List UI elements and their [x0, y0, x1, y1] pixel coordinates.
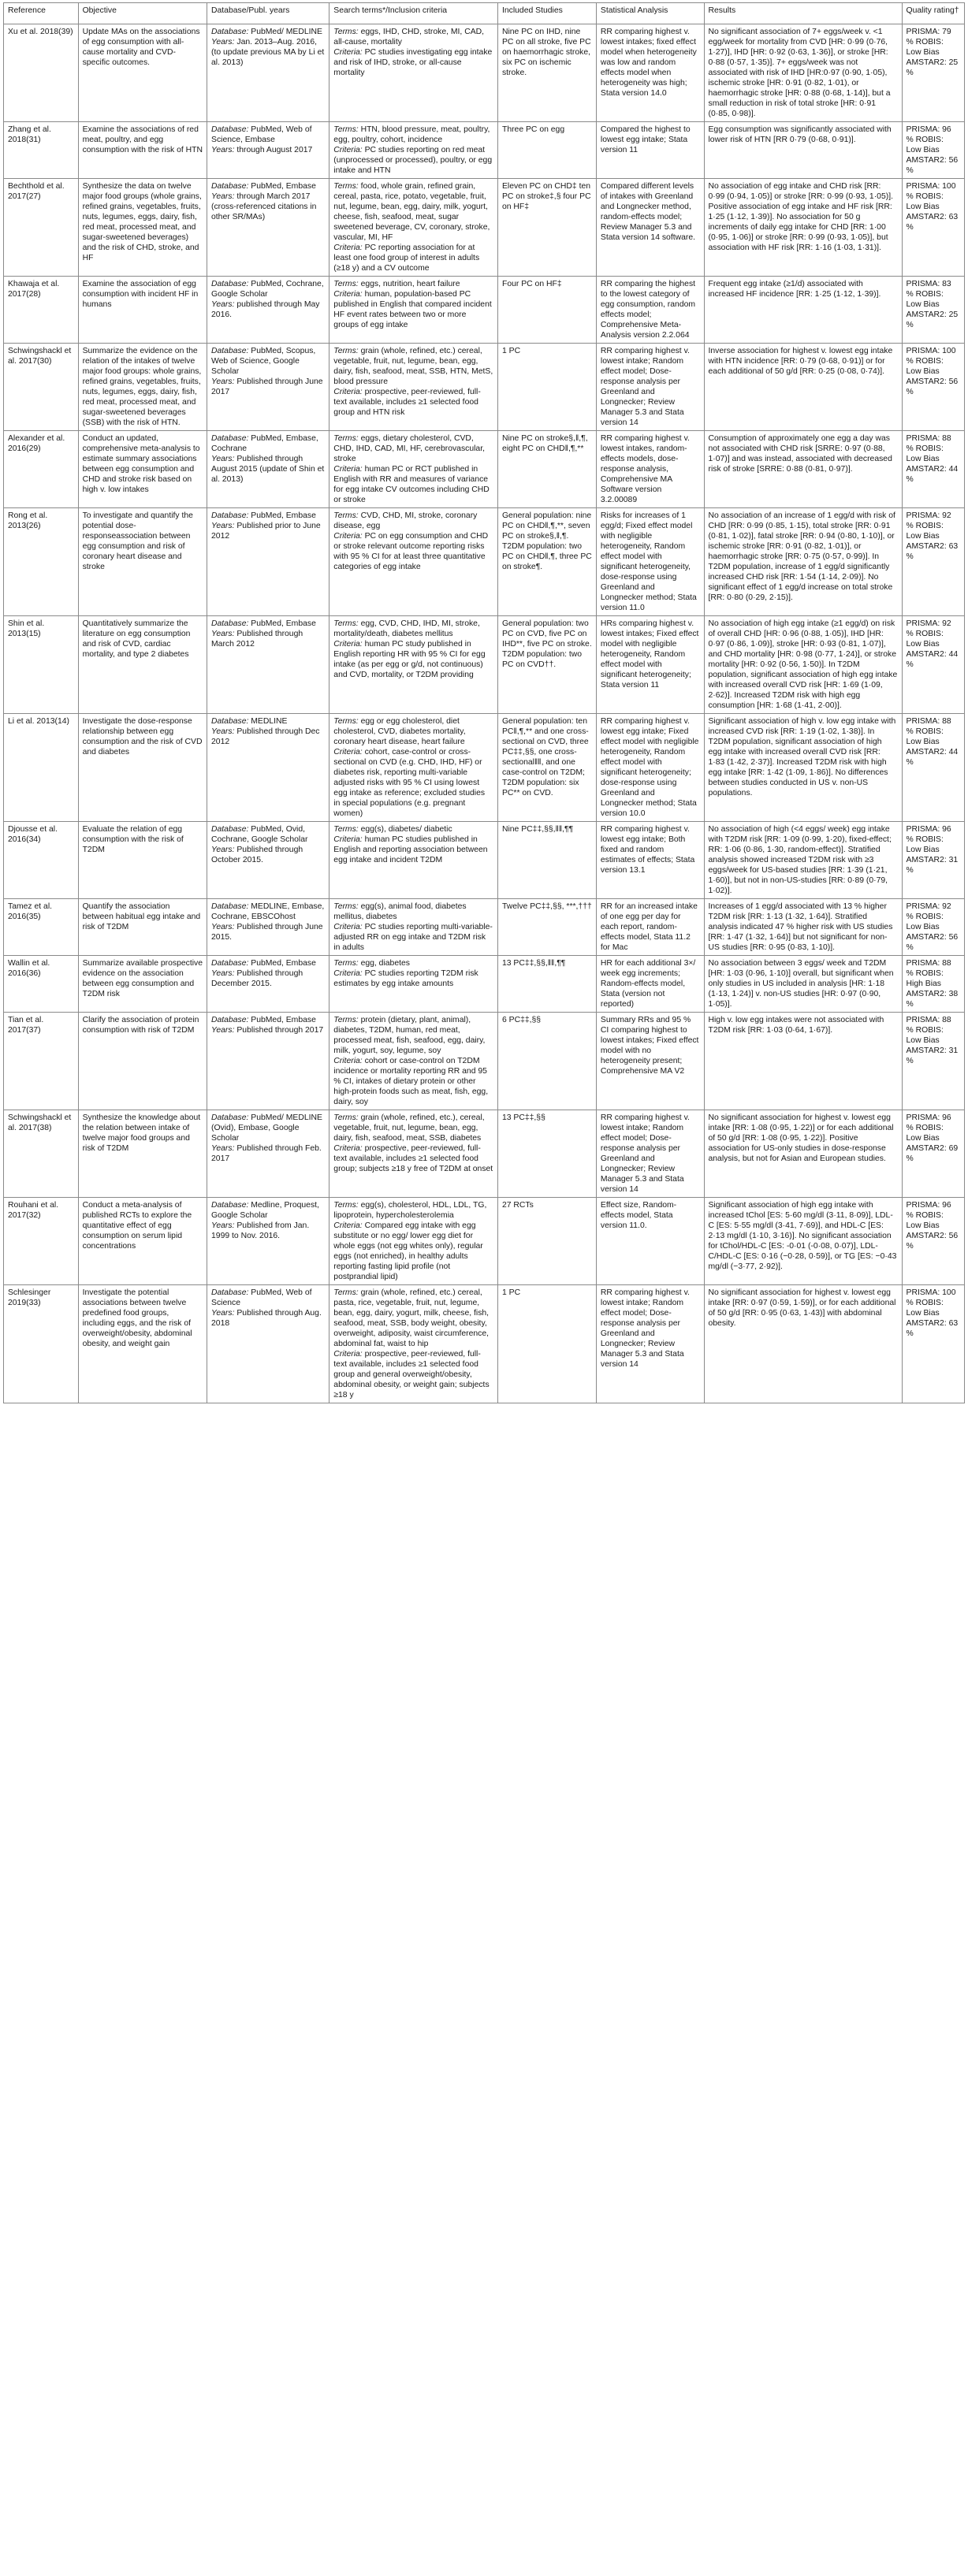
- cell-statistical-analysis: Compared different levels of intakes with Greenland and Longnecker method, random-effects model; Review Manager 5.3 and Stata version 14 software.: [596, 179, 704, 277]
- years-value: published through May 2016.: [211, 300, 320, 319]
- cell-included-studies: Nine PC on stroke§,‖,¶, eight PC on CHD‖,¶,**: [497, 431, 596, 508]
- cell-quality-rating: PRISMA: 92 % ROBIS: Low Bias AMSTAR2: 44 %: [902, 616, 964, 714]
- criteria-value: prospective, peer-reviewed, full-text available, includes ≥1 selected food group; subjects ≥18 y free of T2DM at onset: [333, 1144, 493, 1173]
- cell-quality-rating: PRISMA: 96 % ROBIS: Low Bias AMSTAR2: 56 %: [902, 1198, 964, 1285]
- cell-objective: Summarize available prospective evidence on the association between egg consumption and T2DM risk: [78, 956, 207, 1013]
- cell-database: [207, 899, 329, 956]
- criteria-label: Criteria:: [333, 48, 363, 57]
- terms-value: grain (whole, refined, etc.) cereal, pasta, rice, vegetable, fruit, nut, legume, bean, egg, dairy, yogurt, milk, cheese, fish, seafood, meat, SSB, body weight, obesity, overweight, adiposity, waist circumference, abdominal fat, waist to hip: [333, 1288, 490, 1348]
- terms-label: Terms:: [333, 959, 359, 968]
- cell-quality-rating: PRISMA: 88 % ROBIS: Low Bias AMSTAR2: 31 %: [902, 1013, 964, 1110]
- criteria-value: PC studies reporting multi-variable-adjusted RR on egg intake and T2DM risk in adults: [333, 923, 493, 952]
- database-value: MEDLINE: [251, 717, 288, 726]
- cell-reference: Wallin et al. 2016(36): [4, 956, 79, 1013]
- criteria-label: Criteria:: [333, 969, 363, 978]
- years-value: Published prior to June 2012: [211, 522, 321, 541]
- criteria-label: Criteria:: [333, 243, 363, 252]
- cell-quality-rating: PRISMA: 100 % ROBIS: Low Bias AMSTAR2: 63 %: [902, 1285, 964, 1403]
- cell-reference: Xu et al. 2018(39): [4, 24, 79, 122]
- cell-objective: Evaluate the relation of egg consumption with the risk of T2DM: [78, 822, 207, 899]
- cell-results: Significant association of high egg intake with increased tChol [ES: 5·60 mg/dl (3·11, 8·09)], LDL-C [ES: 5·55 mg/dl (3·41, 7·69)], and HDL-C [ES: 2·13 mg/dl (1·10, 3·16)]. No significant association for tChol/HDL-C [ES: -0·01 (-0·08, 0·07)], LDL-C/HDL-C [ES: 0·16 (−0·28, 0·59)], or TG [ES: −0·43 mg/dl (−3·77, 2·92)].: [704, 1198, 902, 1285]
- years-value: Published through June 2015.: [211, 923, 323, 942]
- database-value: PubMed, Embase: [251, 182, 316, 191]
- years-value: through March 2017 (cross-referenced citations in other SR/MAs): [211, 192, 317, 221]
- cell-statistical-analysis: Risks for increases of 1 egg/d; Fixed effect model with negligible heterogeneity, Random effect model with significant heterogeneity, dose-response using Greenland and Longnecker method; Stata version 11.0: [596, 508, 704, 616]
- table-row: [4, 431, 965, 508]
- table-row: [4, 616, 965, 714]
- cell-objective: Synthesize the knowledge about the relation between intake of twelve major food groups and risk of T2DM: [78, 1110, 207, 1198]
- cell-results: High v. low egg intakes were not associated with T2DM risk [RR: 1·03 (0·64, 1·67)].: [704, 1013, 902, 1110]
- years-value: Published through 2017: [236, 1026, 324, 1035]
- cell-results: No association of high (<4 eggs/ week) egg intake with T2DM risk [RR: 1·09 (0·99, 1·20), fixed-effect; RR: 1·06 (0·86, 1·30, random-effect)]. Stratified analysis showed increased T2DM risk with ≥3 eggs/week for US-based studies [RR: 1·39 (1·21, 1·60)], but not in non-US-studies [RR: 0·89 (0·79, 1·02)].: [704, 822, 902, 899]
- cell-search-terms: [329, 179, 498, 277]
- table-row: [4, 344, 965, 431]
- cell-statistical-analysis: RR for an increased intake of one egg per day for each report, random-effects model, Stata 11.2 for Mac: [596, 899, 704, 956]
- cell-search-terms: [329, 1013, 498, 1110]
- database-value: PubMed, Web of Science, Embase: [211, 125, 312, 144]
- cell-included-studies: Eleven PC on CHD‡ ten PC on stroke‡,§ four PC on HF‡: [497, 179, 596, 277]
- database-label: Database:: [211, 619, 249, 628]
- cell-included-studies: Four PC on HF‡: [497, 277, 596, 344]
- cell-included-studies: Nine PC‡‡,§§,‖‖,¶¶: [497, 822, 596, 899]
- years-label: Years:: [211, 727, 235, 736]
- cell-reference: Li et al. 2013(14): [4, 714, 79, 822]
- cell-database: [207, 616, 329, 714]
- criteria-value: human PC study published in English reporting HR with 95 % CI for egg intake (as per egg or g/d, not continuous) and CVD, mortality, or T2DM providing: [333, 640, 486, 679]
- years-label: Years:: [211, 969, 235, 978]
- years-value: Published through Feb. 2017: [211, 1144, 322, 1163]
- years-label: Years:: [211, 455, 235, 463]
- cell-statistical-analysis: RR comparing highest v. lowest intake; Random effect model; Dose-response analysis per Greenland and Longnecker; Review Manager 5.3 and Stata version 14: [596, 1285, 704, 1403]
- header-search-terms: Search terms*/Inclusion criteria: [329, 3, 498, 24]
- cell-reference: Rouhani et al. 2017(32): [4, 1198, 79, 1285]
- table-row: [4, 899, 965, 956]
- criteria-value: cohort, case-control or cross-sectional on CVD (e.g. CHD, IHD, HF) or diabetes risk, reporting multi-variable adjusted risks with 95 % CI using lowest egg intake as reference; excluded studies in special populations (e.g. pregnant women): [333, 748, 486, 818]
- terms-label: Terms:: [333, 717, 359, 726]
- database-value: PubMed, Scopus, Web of Science, Google Scholar: [211, 347, 316, 376]
- cell-database: [207, 1285, 329, 1403]
- cell-reference: Rong et al. 2013(26): [4, 508, 79, 616]
- criteria-value: prospective, peer-reviewed, full-text available, includes ≥1 selected food group and general overweight/obesity, abdominal obesity, or weight gain; subjects ≥18 y: [333, 1350, 490, 1400]
- cell-reference: Schlesinger 2019(33): [4, 1285, 79, 1403]
- criteria-value: cohort or case-control on T2DM incidence or mortality reporting RR and 95 % CI, intakes of dietary protein or other high-protein foods such as meat, fish, egg, dairy, soy: [333, 1057, 489, 1106]
- database-value: Medline, Proquest, Google Scholar: [211, 1201, 319, 1220]
- table-row: [4, 508, 965, 616]
- terms-label: Terms:: [333, 28, 359, 36]
- terms-label: Terms:: [333, 902, 359, 911]
- terms-label: Terms:: [333, 1201, 359, 1210]
- criteria-value: PC studies reporting on red meat (unprocessed or processed), poultry, or egg intake and HTN: [333, 146, 493, 175]
- years-value: Published through June 2017: [211, 377, 323, 396]
- database-label: Database:: [211, 1113, 249, 1122]
- cell-quality-rating: PRISMA: 88 % ROBIS: Low Bias AMSTAR2: 44 %: [902, 714, 964, 822]
- cell-objective: Examine the association of egg consumption with incident HF in humans: [78, 277, 207, 344]
- database-value: PubMed, Embase, Cochrane: [211, 434, 318, 453]
- table-row: [4, 1285, 965, 1403]
- criteria-value: human PC or RCT published in English with RR and measures of variance for egg intake CV outcomes including CHD or stroke: [333, 465, 490, 504]
- cell-results: No association of egg intake and CHD risk [RR: 0·99 (0·94, 1·05)] or stroke [RR: 0·99 (0·93, 1·05)]. Positive association of egg intake and HF risk [RR: 1·25 (1·12, 1·39)]. No association for 50 g increments of daily egg intake for CHD [RR: 1·00 (0·95, 1·06)] or stroke [RR: 0·99 (0·93, 1·05)], but association with HF risk [RR: 1·16 (1·03, 1·31)].: [704, 179, 902, 277]
- cell-search-terms: [329, 277, 498, 344]
- cell-search-terms: [329, 24, 498, 122]
- cell-database: [207, 179, 329, 277]
- cell-results: Frequent egg intake (≥1/d) associated with increased HF incidence [RR: 1·25 (1·12, 1·39)].: [704, 277, 902, 344]
- cell-objective: Summarize the evidence on the relation of the intakes of twelve major food groups: whole grains, refined grains, vegetables, fruits, nuts, legumes, eggs, dairy, fish, red meat, processed meat, and sugar-sweetened beverages (SSB) with the risk of HTN.: [78, 344, 207, 431]
- database-label: Database:: [211, 28, 249, 36]
- cell-reference: Tamez et al. 2016(35): [4, 899, 79, 956]
- criteria-value: PC on egg consumption and CHD or stroke relevant outcome reporting risks with 95 % CI for at least three quantitative categories of egg intake: [333, 532, 489, 571]
- cell-included-studies: 27 RCTs: [497, 1198, 596, 1285]
- cell-search-terms: [329, 956, 498, 1013]
- table-row: [4, 24, 965, 122]
- terms-label: Terms:: [333, 1016, 359, 1024]
- years-label: Years:: [211, 846, 235, 854]
- database-label: Database:: [211, 717, 249, 726]
- criteria-label: Criteria:: [333, 532, 363, 541]
- criteria-value: human, population-based PC published in English that compared incident HF event rates between two or more groups of egg intake: [333, 290, 492, 329]
- cell-objective: Synthesize the data on twelve major food groups (whole grains, refined grains, vegetables, fruits, nuts, legumes, eggs, dairy, fish, red meat, processed meat, and sugar-sweetened beverages) and the risk of CHD, stroke, and HF: [78, 179, 207, 277]
- header-database: Database/Publ. years: [207, 3, 329, 24]
- cell-statistical-analysis: RR comparing highest v. lowest intakes, random-effects models, dose-response analysis, Comprehensive MA Software version 3.2.00089: [596, 431, 704, 508]
- cell-database: [207, 344, 329, 431]
- cell-included-studies: 13 PC‡‡,§§,‖‖,¶¶: [497, 956, 596, 1013]
- cell-results: No association between 3 eggs/ week and T2DM [HR: 1·03 (0·96, 1·10)] overall, but significant when only studies in US included in analysis [HR: 1·18 (1·13, 1·24)] v. non-US studies [HR: 0·97 (0·90, 1·05)].: [704, 956, 902, 1013]
- database-label: Database:: [211, 902, 249, 911]
- cell-database: [207, 822, 329, 899]
- criteria-label: Criteria:: [333, 923, 363, 931]
- cell-search-terms: [329, 1285, 498, 1403]
- criteria-value: prospective, peer-reviewed, full-text available, includes ≥1 selected food group and HTN risk: [333, 388, 481, 417]
- database-value: PubMed/ MEDLINE (Ovid), Embase, Google Scholar: [211, 1113, 322, 1143]
- cell-quality-rating: PRISMA: 100 % ROBIS: Low Bias AMSTAR2: 63 %: [902, 179, 964, 277]
- cell-included-studies: Nine PC on IHD, nine PC on all stroke, five PC on haemorrhagic stroke, six PC on ischemic stroke.: [497, 24, 596, 122]
- database-value: MEDLINE, Embase, Cochrane, EBSCOhost: [211, 902, 325, 921]
- cell-quality-rating: PRISMA: 92 % ROBIS: Low Bias AMSTAR2: 63 %: [902, 508, 964, 616]
- database-label: Database:: [211, 1016, 249, 1024]
- cell-included-studies: Three PC on egg: [497, 122, 596, 179]
- cell-reference: Alexander et al. 2016(29): [4, 431, 79, 508]
- header-statistical-analysis: Statistical Analysis: [596, 3, 704, 24]
- cell-included-studies: Twelve PC‡‡,§§, ***,†††: [497, 899, 596, 956]
- table-row: [4, 1013, 965, 1110]
- terms-label: Terms:: [333, 825, 359, 834]
- terms-label: Terms:: [333, 125, 359, 134]
- cell-objective: Clarify the association of protein consumption with risk of T2DM: [78, 1013, 207, 1110]
- table-row: [4, 277, 965, 344]
- header-results: Results: [704, 3, 902, 24]
- cell-quality-rating: PRISMA: 96 % ROBIS: Low Bias AMSTAR2: 69 %: [902, 1110, 964, 1198]
- years-label: Years:: [211, 192, 235, 201]
- database-value: PubMed, Web of Science: [211, 1288, 312, 1307]
- cell-quality-rating: PRISMA: 92 % ROBIS: Low Bias AMSTAR2: 56 %: [902, 899, 964, 956]
- database-label: Database:: [211, 959, 249, 968]
- database-label: Database:: [211, 347, 249, 355]
- criteria-label: Criteria:: [333, 1350, 363, 1359]
- terms-value: egg(s), animal food, diabetes mellitus, diabetes: [333, 902, 467, 921]
- criteria-value: Compared egg intake with egg substitute or no egg/ lower egg diet for whole eggs (not egg whites only), regular eggs (not enriched), in healthy adults reporting fasting lipid profile (not postprandial lipid): [333, 1221, 483, 1281]
- years-label: Years:: [211, 300, 235, 309]
- cell-results: Significant association of high v. low egg intake with increased CVD risk [RR: 1·19 (1·02, 1·38)]. In T2DM population, significant association of high egg intake with increased overall CVD risk [RR: 1·83 (1·42, 2·37)]. Increased T2DM risk with high egg intake [RR: 1·42 (1·09, 1·86)]. No differences between studies conducted in US v. non-US populations.: [704, 714, 902, 822]
- years-label: Years:: [211, 1026, 235, 1035]
- cell-objective: To investigate and quantify the potential dose-responseassociation between egg consumption and risk of coronary heart disease and stroke: [78, 508, 207, 616]
- database-label: Database:: [211, 1288, 249, 1297]
- cell-statistical-analysis: Compared the highest to lowest egg intake; Stata version 11: [596, 122, 704, 179]
- criteria-value: PC studies reporting T2DM risk estimates by egg intake amounts: [333, 969, 478, 988]
- years-value: through August 2017: [236, 146, 313, 154]
- database-label: Database:: [211, 125, 249, 134]
- table-body: [4, 24, 965, 1403]
- cell-statistical-analysis: Summary RRs and 95 % CI comparing highest to lowest intakes; Fixed effect model with no heterogeneity present; Comprehensive MA V2: [596, 1013, 704, 1110]
- cell-reference: Schwingshackl et al. 2017(38): [4, 1110, 79, 1198]
- cell-results: No significant association for highest v. lowest egg intake [RR: 0·97 (0·59, 1·59)], or for each additional of 50 g/d [RR: 0·95 (0·63, 1·43)] with abdominal obesity.: [704, 1285, 902, 1403]
- terms-label: Terms:: [333, 1288, 359, 1297]
- cell-database: [207, 431, 329, 508]
- terms-value: food, whole grain, refined grain, cereal, pasta, rice, potato, vegetable, fruit, nut, legume, bean, egg, dairy, milk, yogurt, cheese, fish, seafood, meat, sugar sweetened beverage, CV, coronary, stroke, vascular, MI, HF: [333, 182, 490, 242]
- terms-value: HTN, blood pressure, meat, poultry, egg, poultry, cohort, incidence: [333, 125, 490, 144]
- cell-results: No significant association for highest v. lowest egg intake [RR: 1·08 (0·95, 1·22)] or for each additional of 50 g/d [RR: 1·08 (0·95, 1·22)]. Positive association for US-only studies in dose-response analysis, but not for Asian and European studies.: [704, 1110, 902, 1198]
- criteria-label: Criteria:: [333, 835, 363, 844]
- terms-value: egg or egg cholesterol, diet cholesterol, CVD, diabetes mortality, coronary heart disease, heart failure: [333, 717, 466, 746]
- terms-value: grain (whole, refined, etc.), cereal, vegetable, fruit, nut, legume, bean, egg, dairy, fish, seafood, meat, SSB, diabetes: [333, 1113, 485, 1143]
- cell-reference: Zhang et al. 2018(31): [4, 122, 79, 179]
- cell-database: [207, 24, 329, 122]
- cell-results: Inverse association for highest v. lowest egg intake with HTN incidence [RR: 0·79 (0·68, 0·91)] or for each additional of 50 g/d [RR: 0·25 (0·08, 0·74)].: [704, 344, 902, 431]
- criteria-label: Criteria:: [333, 465, 363, 474]
- cell-search-terms: [329, 616, 498, 714]
- database-value: PubMed, Cochrane, Google Scholar: [211, 280, 324, 299]
- cell-included-studies: 13 PC‡‡,§§: [497, 1110, 596, 1198]
- cell-search-terms: [329, 431, 498, 508]
- criteria-label: Criteria:: [333, 290, 363, 299]
- cell-statistical-analysis: RR comparing highest v. lowest intake; Random effect model; Dose-response analysis per Greenland and Longnecker; Review Manager 5.3 and Stata version 14: [596, 344, 704, 431]
- cell-quality-rating: PRISMA: 96 % ROBIS: Low Bias AMSTAR2: 56 %: [902, 122, 964, 179]
- cell-included-studies: 1 PC: [497, 344, 596, 431]
- header-objective: Objective: [78, 3, 207, 24]
- cell-database: [207, 122, 329, 179]
- cell-database: [207, 277, 329, 344]
- years-value: Published through Dec 2012: [211, 727, 320, 746]
- criteria-label: Criteria:: [333, 748, 363, 756]
- cell-statistical-analysis: HR for each additional 3×/ week egg increments; Random-effects model, Stata (version not reported): [596, 956, 704, 1013]
- cell-search-terms: [329, 508, 498, 616]
- database-value: PubMed, Embase: [251, 511, 316, 520]
- table-row: [4, 1110, 965, 1198]
- database-label: Database:: [211, 182, 249, 191]
- database-value: PubMed, Embase: [251, 619, 316, 628]
- terms-label: Terms:: [333, 280, 359, 288]
- cell-search-terms: [329, 1110, 498, 1198]
- cell-objective: Examine the associations of red meat, poultry, and egg consumption with the risk of HTN: [78, 122, 207, 179]
- cell-quality-rating: PRISMA: 88 % ROBIS: High Bias AMSTAR2: 38 %: [902, 956, 964, 1013]
- database-label: Database:: [211, 511, 249, 520]
- years-label: Years:: [211, 38, 235, 46]
- cell-search-terms: [329, 122, 498, 179]
- terms-label: Terms:: [333, 619, 359, 628]
- years-value: Published through December 2015.: [211, 969, 303, 988]
- table-row: [4, 956, 965, 1013]
- table-row: [4, 122, 965, 179]
- table-row: [4, 822, 965, 899]
- terms-value: grain (whole, refined, etc.) cereal, vegetable, fruit, nut, legume, bean, egg, dairy, fish, seafood, meat, SSB, HTN, MetS, blood pressure: [333, 347, 493, 386]
- years-label: Years:: [211, 1144, 235, 1153]
- cell-search-terms: [329, 714, 498, 822]
- terms-label: Terms:: [333, 511, 359, 520]
- table-row: [4, 1198, 965, 1285]
- cell-objective: Quantify the association between habitual egg intake and risk of T2DM: [78, 899, 207, 956]
- cell-objective: Update MAs on the associations of egg consumption with all-cause mortality and CVD-specific outcomes.: [78, 24, 207, 122]
- years-value: Published through Aug. 2018: [211, 1309, 322, 1328]
- database-value: PubMed, Embase: [251, 1016, 316, 1024]
- cell-objective: Conduct a meta-analysis of published RCTs to explore the quantitative effect of egg consumption on serum lipid concentrations: [78, 1198, 207, 1285]
- terms-label: Terms:: [333, 1113, 359, 1122]
- cell-included-studies: General population: ten PC‖,¶,** and one cross-sectional on CVD, three PC‡‡,§§, one cross-sectional‖‖, and one case-control on T2DM; T2DM population: six PC** on CVD.: [497, 714, 596, 822]
- cell-statistical-analysis: RR comparing highest v. lowest intakes; fixed effect model when heterogeneity was low and random effects model when heterogeneity was high; Stata version 14.0: [596, 24, 704, 122]
- terms-label: Terms:: [333, 434, 359, 443]
- terms-value: egg, diabetes: [360, 959, 410, 968]
- cell-database: [207, 1110, 329, 1198]
- cell-quality-rating: PRISMA: 96 % ROBIS: Low Bias AMSTAR2: 31 %: [902, 822, 964, 899]
- cell-results: No association of high egg intake (≥1 egg/d) on risk of overall CHD [HR: 0·96 (0·88, 1·05)], IHD [HR: 0·97 (0·86, 1·09)], stroke [HR: 0·93 (0·81, 1·07)], and CHD mortality [HR: 0·98 (0·77, 1·24)], or stroke mortality [HR: 0·92 (0·56, 1·50)]. In T2DM population, significant association of high egg intake with increased overall CVD risk [HR: 1·69 (1·09, 2·62)]. Increased T2DM risk with high egg consumption [HR: 1·68 (1·41, 2·00)].: [704, 616, 902, 714]
- cell-objective: Investigate the potential associations between twelve predefined food groups, including eggs, and the risk of overweight/obesity, abdominal obesity, and weight gain: [78, 1285, 207, 1403]
- database-value: PubMed, Embase: [251, 959, 316, 968]
- cell-included-studies: 6 PC‡‡,§§: [497, 1013, 596, 1110]
- cell-objective: Investigate the dose-response relationship between egg consumption and the risk of CVD and diabetes: [78, 714, 207, 822]
- years-value: Jan. 2013–Aug. 2016, (to update previous MA by Li et al. 2013): [211, 38, 325, 67]
- table-row: [4, 714, 965, 822]
- cell-reference: Shin et al. 2013(15): [4, 616, 79, 714]
- criteria-label: Criteria:: [333, 1144, 363, 1153]
- cell-results: Increases of 1 egg/d associated with 13 % higher T2DM risk [RR: 1·13 (1·32, 1·64)]. Stratified analysis indicated 47 % higher risk with US studies [RR: 1·47 (1·32, 1·64)] but not significant for non-US studies [RR: 0·95 (0·83, 1·10)].: [704, 899, 902, 956]
- cell-database: [207, 714, 329, 822]
- terms-value: eggs, dietary cholesterol, CVD, CHD, IHD, CAD, MI, HF, cerebrovascular, stroke: [333, 434, 485, 463]
- cell-database: [207, 1198, 329, 1285]
- database-label: Database:: [211, 280, 249, 288]
- years-value: Published from Jan. 1999 to Nov. 2016.: [211, 1221, 310, 1240]
- criteria-label: Criteria:: [333, 1221, 363, 1230]
- years-label: Years:: [211, 1221, 235, 1230]
- years-label: Years:: [211, 377, 235, 386]
- cell-results: No significant association of 7+ eggs/week v. <1 egg/week for mortality from CVD [HR: 0·99 (0·76, 1·27)], IHD [HR: 0·92 (0·63, 1·36)], or stroke [HR: 0·88 (0·57, 1·35)]. 7+ eggs/week was not associated with risk of IHD [HR:0·97 (0·90, 1·05), ischemic stroke [HR: 0·91 (0·82, 1·01), or haemorrhagic stroke [HR: 0·88 (0·68, 1·14)], but a small reduction in risk of total stroke [HR: 0·91 (0·85, 0·98)].: [704, 24, 902, 122]
- criteria-label: Criteria:: [333, 146, 363, 154]
- years-value: Published through March 2012: [211, 630, 303, 649]
- cell-statistical-analysis: RR comparing highest v. lowest intake; Random effect model; Dose-response analysis per Greenland and Longnecker; Review Manager 5.3 and Stata version 14: [596, 1110, 704, 1198]
- years-value: Published through October 2015.: [211, 846, 303, 864]
- terms-label: Terms:: [333, 347, 359, 355]
- cell-included-studies: General population: nine PC on CHD‖,¶,**, seven PC on stroke§,‖,¶. T2DM population: two PC on CHD‖,¶, three PC on stroke¶.: [497, 508, 596, 616]
- cell-reference: Bechthold et al. 2017(27): [4, 179, 79, 277]
- cell-results: Consumption of approximately one egg a day was not associated with CHD risk [SRRE: 0·97 (0·88, 1·07)] and was instead, associated with decreased risk of stroke [SRRE: 0·88 (0·81, 0·97)].: [704, 431, 902, 508]
- systematic-review-table: [3, 2, 965, 1403]
- cell-statistical-analysis: RR comparing highest v. lowest egg intake; Fixed effect model with negligible heterogeneity, Random effect model with significant heterogeneity; dose-response using Greenland and Longnecker method; Stata version 10.0: [596, 714, 704, 822]
- header-included-studies: Included Studies: [497, 3, 596, 24]
- cell-database: [207, 1013, 329, 1110]
- cell-reference: Schwingshackl et al. 2017(30): [4, 344, 79, 431]
- years-label: Years:: [211, 923, 235, 931]
- years-label: Years:: [211, 146, 235, 154]
- cell-objective: Conduct an updated, comprehensive meta-analysis to estimate summary associations between egg consumption and CHD and stroke risk based on high v. low intakes: [78, 431, 207, 508]
- cell-statistical-analysis: RR comparing highest v. lowest egg intake; Both fixed and random estimates of effects; Stata version 13.1: [596, 822, 704, 899]
- cell-reference: Djousse et al. 2016(34): [4, 822, 79, 899]
- cell-database: [207, 956, 329, 1013]
- criteria-value: PC studies investigating egg intake and risk of IHD, stroke, or all-cause mortality: [333, 48, 493, 77]
- cell-quality-rating: PRISMA: 83 % ROBIS: Low Bias AMSTAR2: 25 %: [902, 277, 964, 344]
- cell-search-terms: [329, 899, 498, 956]
- years-label: Years:: [211, 522, 235, 530]
- terms-value: protein (dietary, plant, animal), diabetes, T2DM, human, red meat, processed meat, fish, seafood, egg, dairy, milk, yogurt, soy, legume, soy: [333, 1016, 486, 1055]
- cell-included-studies: General population: two PC on CVD, five PC on IHD**, five PC on stroke. T2DM population: two PC on CVD††.: [497, 616, 596, 714]
- terms-label: Terms:: [333, 182, 359, 191]
- cell-quality-rating: PRISMA: 88 % ROBIS: Low Bias AMSTAR2: 44 %: [902, 431, 964, 508]
- cell-statistical-analysis: Effect size, Random-effects model, Stata version 11.0.: [596, 1198, 704, 1285]
- years-value: Published through August 2015 (update of Shin et al. 2013): [211, 455, 325, 484]
- cell-reference: Tian et al. 2017(37): [4, 1013, 79, 1110]
- table-header: [4, 3, 965, 24]
- criteria-value: human PC studies published in English and reporting association between egg intake and incident T2DM: [333, 835, 488, 864]
- cell-reference: Khawaja et al. 2017(28): [4, 277, 79, 344]
- header-reference: Reference: [4, 3, 79, 24]
- terms-value: egg(s), diabetes/ diabetic: [360, 825, 452, 834]
- years-label: Years:: [211, 1309, 235, 1318]
- cell-quality-rating: PRISMA: 79 % ROBIS: Low Bias AMSTAR2: 25 %: [902, 24, 964, 122]
- header-quality-rating: Quality rating†: [902, 3, 964, 24]
- database-label: Database:: [211, 825, 249, 834]
- cell-quality-rating: PRISMA: 100 % ROBIS: Low Bias AMSTAR2: 56 %: [902, 344, 964, 431]
- cell-statistical-analysis: HRs comparing highest v. lowest intakes; Fixed effect model with negligible heterogeneity, Random effect model with significant heterogeneity; Stata version 11: [596, 616, 704, 714]
- years-label: Years:: [211, 630, 235, 638]
- table-row: [4, 179, 965, 277]
- cell-search-terms: [329, 822, 498, 899]
- cell-results: No association of an increase of 1 egg/d with risk of CHD [RR: 0·99 (0·85, 1·15), total stroke [RR: 0·91 (0·81, 1·02)], fatal stroke [RR: 0·94 (0·80, 1·10)], or ischemic stroke [RR: 0·91 (0·82, 1·01)], or haemorrhagic stroke [RR: 0·75 (0·57, 0·99)]. In T2DM population, increase of 1 egg/d significantly increased CHD risk [RR: 1·54 (1·14, 2·09)]. No significant effect of 1 egg/d increase on total stroke [RR: 0·80 (0·29, 2·15)].: [704, 508, 902, 616]
- criteria-label: Criteria:: [333, 640, 363, 649]
- cell-statistical-analysis: RR comparing the highest to the lowest category of egg consumption, random effects model; Comprehensive Meta-Analysis version 2.2.064: [596, 277, 704, 344]
- database-label: Database:: [211, 1201, 249, 1210]
- cell-objective: Quantitatively summarize the literature on egg consumption and risk of CVD, cardiac mortality, and type 2 diabetes: [78, 616, 207, 714]
- cell-results: Egg consumption was significantly associated with lower risk of HTN [RR 0·79 (0·68, 0·91)].: [704, 122, 902, 179]
- terms-value: egg(s), cholesterol, HDL, LDL, TG, lipoprotein, hypercholesterolemia: [333, 1201, 487, 1220]
- criteria-label: Criteria:: [333, 388, 363, 396]
- criteria-label: Criteria:: [333, 1057, 363, 1065]
- cell-search-terms: [329, 344, 498, 431]
- cell-search-terms: [329, 1198, 498, 1285]
- header-row: [4, 3, 965, 24]
- terms-value: egg, CVD, CHD, IHD, MI, stroke, mortality/death, diabetes mellitus: [333, 619, 480, 638]
- terms-value: eggs, IHD, CHD, stroke, MI, CAD, all-cause, mortality: [333, 28, 485, 46]
- terms-value: eggs, nutrition, heart failure: [360, 280, 460, 288]
- terms-value: CVD, CHD, MI, stroke, coronary disease, egg: [333, 511, 478, 530]
- cell-included-studies: 1 PC: [497, 1285, 596, 1403]
- cell-database: [207, 508, 329, 616]
- database-label: Database:: [211, 434, 249, 443]
- database-value: PubMed, Ovid, Cochrane, Google Scholar: [211, 825, 308, 844]
- database-value: PubMed/ MEDLINE: [251, 28, 322, 36]
- criteria-value: PC reporting association for at least one food group of interest in adults (≥18 y) and a CV outcome: [333, 243, 480, 273]
